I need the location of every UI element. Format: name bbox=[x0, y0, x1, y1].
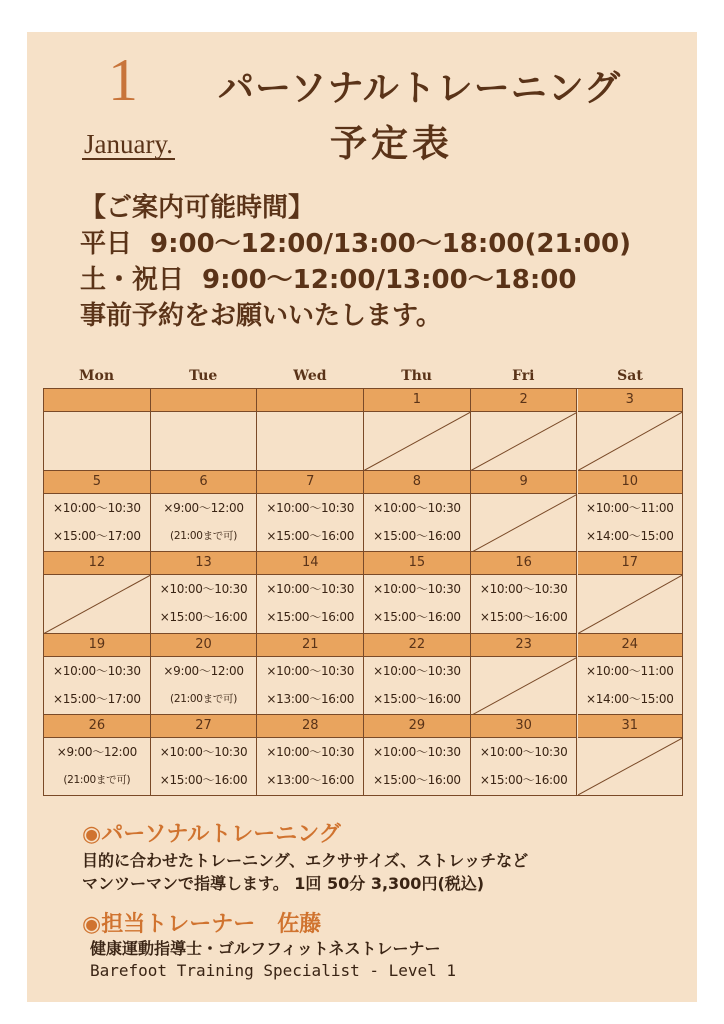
calendar-date: 9 bbox=[471, 471, 577, 494]
calendar-day-cell bbox=[471, 715, 578, 795]
calendar-date bbox=[257, 389, 363, 412]
weekday-hours-row bbox=[80, 226, 631, 262]
closed-day-slash bbox=[471, 412, 578, 471]
booked-time-slot: ×10:00〜10:30 bbox=[266, 663, 355, 678]
month-name: January. bbox=[84, 129, 173, 159]
page-subtitle: 予定表 bbox=[330, 122, 453, 165]
holiday-hours: 9:00〜12:00/13:00〜18:00 bbox=[202, 265, 577, 295]
calendar-day-cell bbox=[578, 552, 683, 634]
closed-day-slash bbox=[578, 738, 683, 795]
booked-time-slot: (21:00まで可) bbox=[63, 774, 131, 786]
booked-time-slot: ×15:00〜16:00 bbox=[373, 610, 461, 624]
booked-time-slot: ×9:00〜12:00 bbox=[163, 663, 244, 678]
calendar-day-cell bbox=[257, 471, 364, 553]
booked-time-slot: ×10:00〜10:30 bbox=[159, 745, 248, 759]
training-description-line2: マンツーマンで指導します。 1回 50分 3,300円(税込) bbox=[82, 874, 485, 893]
calendar-date: 27 bbox=[151, 715, 257, 738]
booked-time-slot: ×10:00〜11:00 bbox=[585, 663, 674, 678]
booked-time-slot: ×10:00〜10:30 bbox=[53, 663, 141, 678]
calendar-date: 21 bbox=[257, 634, 363, 657]
training-description-line1: 目的に合わせたトレーニング、エクササイズ、ストレッチなど bbox=[82, 851, 529, 870]
booked-time-slot: ×10:00〜11:00 bbox=[585, 500, 674, 515]
day-header-sat: Sat bbox=[617, 368, 643, 384]
calendar-day-cell bbox=[471, 634, 578, 716]
calendar-date: 1 bbox=[364, 389, 470, 412]
closed-day-slash bbox=[578, 412, 683, 471]
calendar-date: 28 bbox=[257, 715, 363, 738]
calendar-day-cell bbox=[364, 552, 471, 634]
calendar-date: 16 bbox=[471, 552, 577, 575]
booked-time-slot: ×15:00〜16:00 bbox=[479, 773, 568, 787]
calendar-date: 14 bbox=[257, 552, 363, 575]
calendar-day-cell bbox=[151, 552, 258, 634]
booked-time-slot: ×15:00〜17:00 bbox=[53, 691, 141, 706]
calendar-date: 17 bbox=[578, 552, 683, 575]
calendar-day-cell bbox=[257, 552, 364, 634]
booked-time-slot: ×10:00〜10:30 bbox=[266, 745, 355, 759]
calendar-date: 31 bbox=[578, 715, 683, 738]
calendar-date: 2 bbox=[471, 389, 577, 412]
calendar-date: 10 bbox=[578, 471, 683, 494]
calendar-date: 13 bbox=[151, 552, 257, 575]
calendar-day-cell bbox=[578, 471, 683, 553]
month-number: 1 bbox=[108, 47, 138, 113]
calendar-day-cell bbox=[364, 634, 471, 716]
reservation-note: 事前予約をお願いいたします。 bbox=[80, 301, 442, 331]
booked-time-slot: ×10:00〜10:30 bbox=[159, 582, 248, 596]
booked-time-slot: ×14:00〜15:00 bbox=[585, 528, 674, 543]
booked-time-slot: ×15:00〜16:00 bbox=[159, 610, 248, 624]
calendar-day-cell bbox=[151, 389, 258, 471]
closed-day-slash bbox=[364, 412, 471, 471]
calendar-date: 24 bbox=[578, 634, 683, 657]
calendar-day-cell bbox=[471, 389, 578, 471]
booked-time-slot: ×13:00〜16:00 bbox=[266, 691, 355, 706]
calendar-date: 5 bbox=[44, 471, 150, 494]
calendar-grid bbox=[43, 388, 683, 796]
booked-time-slot: (21:00まで可) bbox=[170, 529, 237, 542]
holiday-label: 土・祝日 bbox=[80, 265, 185, 295]
calendar-date: 22 bbox=[364, 634, 470, 657]
trainer-certification: Barefoot Training Specialist - Level 1 bbox=[90, 961, 457, 980]
calendar-day-cell bbox=[364, 389, 471, 471]
calendar-date: 8 bbox=[364, 471, 470, 494]
calendar-day-cell bbox=[44, 634, 151, 716]
day-header-tue: Tue bbox=[189, 368, 218, 384]
booked-time-slot: ×15:00〜16:00 bbox=[266, 528, 355, 543]
booked-time-slot: ×15:00〜16:00 bbox=[266, 610, 355, 624]
calendar-day-cell bbox=[471, 471, 578, 553]
calendar-date: 12 bbox=[44, 552, 150, 575]
holiday-hours-row bbox=[80, 262, 631, 298]
calendar-day-cell bbox=[151, 715, 258, 795]
calendar-day-cell bbox=[44, 389, 151, 471]
calendar-date bbox=[44, 389, 150, 412]
booked-time-slot: ×10:00〜10:30 bbox=[479, 582, 568, 596]
trainer-qualification: 健康運動指導士・ゴルフフィットネストレーナー bbox=[90, 939, 441, 958]
calendar-day-cell bbox=[44, 552, 151, 634]
calendar-day-cell bbox=[578, 715, 683, 795]
booked-time-slot: ×10:00〜10:30 bbox=[53, 500, 141, 515]
closed-day-slash bbox=[471, 494, 578, 553]
calendar-day-cell bbox=[257, 634, 364, 716]
day-header-wed: Wed bbox=[293, 368, 327, 384]
available-hours-info bbox=[80, 190, 631, 334]
calendar-date: 19 bbox=[44, 634, 150, 657]
calendar-date: 6 bbox=[151, 471, 257, 494]
booked-time-slot: ×15:00〜16:00 bbox=[479, 610, 568, 624]
day-header-thu: Thu bbox=[401, 368, 432, 384]
calendar-date: 3 bbox=[578, 389, 683, 412]
closed-day-slash bbox=[44, 575, 151, 634]
calendar-date: 26 bbox=[44, 715, 150, 738]
booked-time-slot: ×15:00〜16:00 bbox=[373, 773, 461, 787]
calendar-day-cell bbox=[471, 552, 578, 634]
booked-time-slot: ×10:00〜10:30 bbox=[266, 582, 355, 596]
booked-time-slot: ×10:00〜10:30 bbox=[373, 745, 461, 759]
calendar-day-cell bbox=[364, 715, 471, 795]
booked-time-slot: ×14:00〜15:00 bbox=[585, 691, 674, 706]
calendar-date: 30 bbox=[471, 715, 577, 738]
booked-time-slot: (21:00まで可) bbox=[170, 692, 237, 705]
booked-time-slot: ×15:00〜17:00 bbox=[53, 528, 141, 543]
calendar-day-cell bbox=[364, 471, 471, 553]
booked-time-slot: ×10:00〜10:30 bbox=[373, 500, 461, 515]
calendar-date: 7 bbox=[257, 471, 363, 494]
calendar-date: 15 bbox=[364, 552, 470, 575]
booked-time-slot: ×15:00〜16:00 bbox=[159, 773, 248, 787]
training-heading: ◉パーソナルトレーニング bbox=[82, 822, 341, 847]
calendar-day-cell bbox=[151, 634, 258, 716]
calendar-date: 20 bbox=[151, 634, 257, 657]
available-hours-heading: 【ご案内可能時間】 bbox=[80, 193, 315, 223]
weekday-hours: 9:00〜12:00/13:00〜18:00(21:00) bbox=[150, 229, 631, 259]
calendar-date bbox=[151, 389, 257, 412]
booked-time-slot: ×9:00〜12:00 bbox=[56, 745, 137, 759]
closed-day-slash bbox=[471, 657, 578, 716]
weekday-label: 平日 bbox=[80, 229, 133, 259]
calendar-day-cell bbox=[578, 634, 683, 716]
trainer-heading: ◉担当トレーナー 佐藤 bbox=[82, 912, 322, 937]
calendar-day-cell bbox=[257, 715, 364, 795]
booked-time-slot: ×13:00〜16:00 bbox=[266, 773, 355, 787]
calendar-date: 23 bbox=[471, 634, 577, 657]
booked-time-slot: ×10:00〜10:30 bbox=[266, 500, 355, 515]
booked-time-slot: ×15:00〜16:00 bbox=[373, 528, 461, 543]
closed-day-slash bbox=[578, 575, 683, 634]
calendar-day-cell bbox=[578, 389, 683, 471]
calendar-day-cell bbox=[44, 715, 151, 795]
booked-time-slot: ×10:00〜10:30 bbox=[373, 663, 461, 678]
booked-time-slot: ×15:00〜16:00 bbox=[373, 691, 461, 706]
booked-time-slot: ×10:00〜10:30 bbox=[479, 745, 568, 759]
booked-time-slot: ×10:00〜10:30 bbox=[373, 582, 461, 596]
calendar-day-cell bbox=[151, 471, 258, 553]
calendar-day-cell bbox=[257, 389, 364, 471]
calendar-day-cell bbox=[44, 471, 151, 553]
calendar-date: 29 bbox=[364, 715, 470, 738]
page-title: パーソナルトレーニング bbox=[218, 68, 622, 109]
booked-time-slot: ×9:00〜12:00 bbox=[163, 500, 244, 515]
day-header-fri: Fri bbox=[512, 368, 535, 384]
day-header-mon: Mon bbox=[78, 368, 114, 384]
